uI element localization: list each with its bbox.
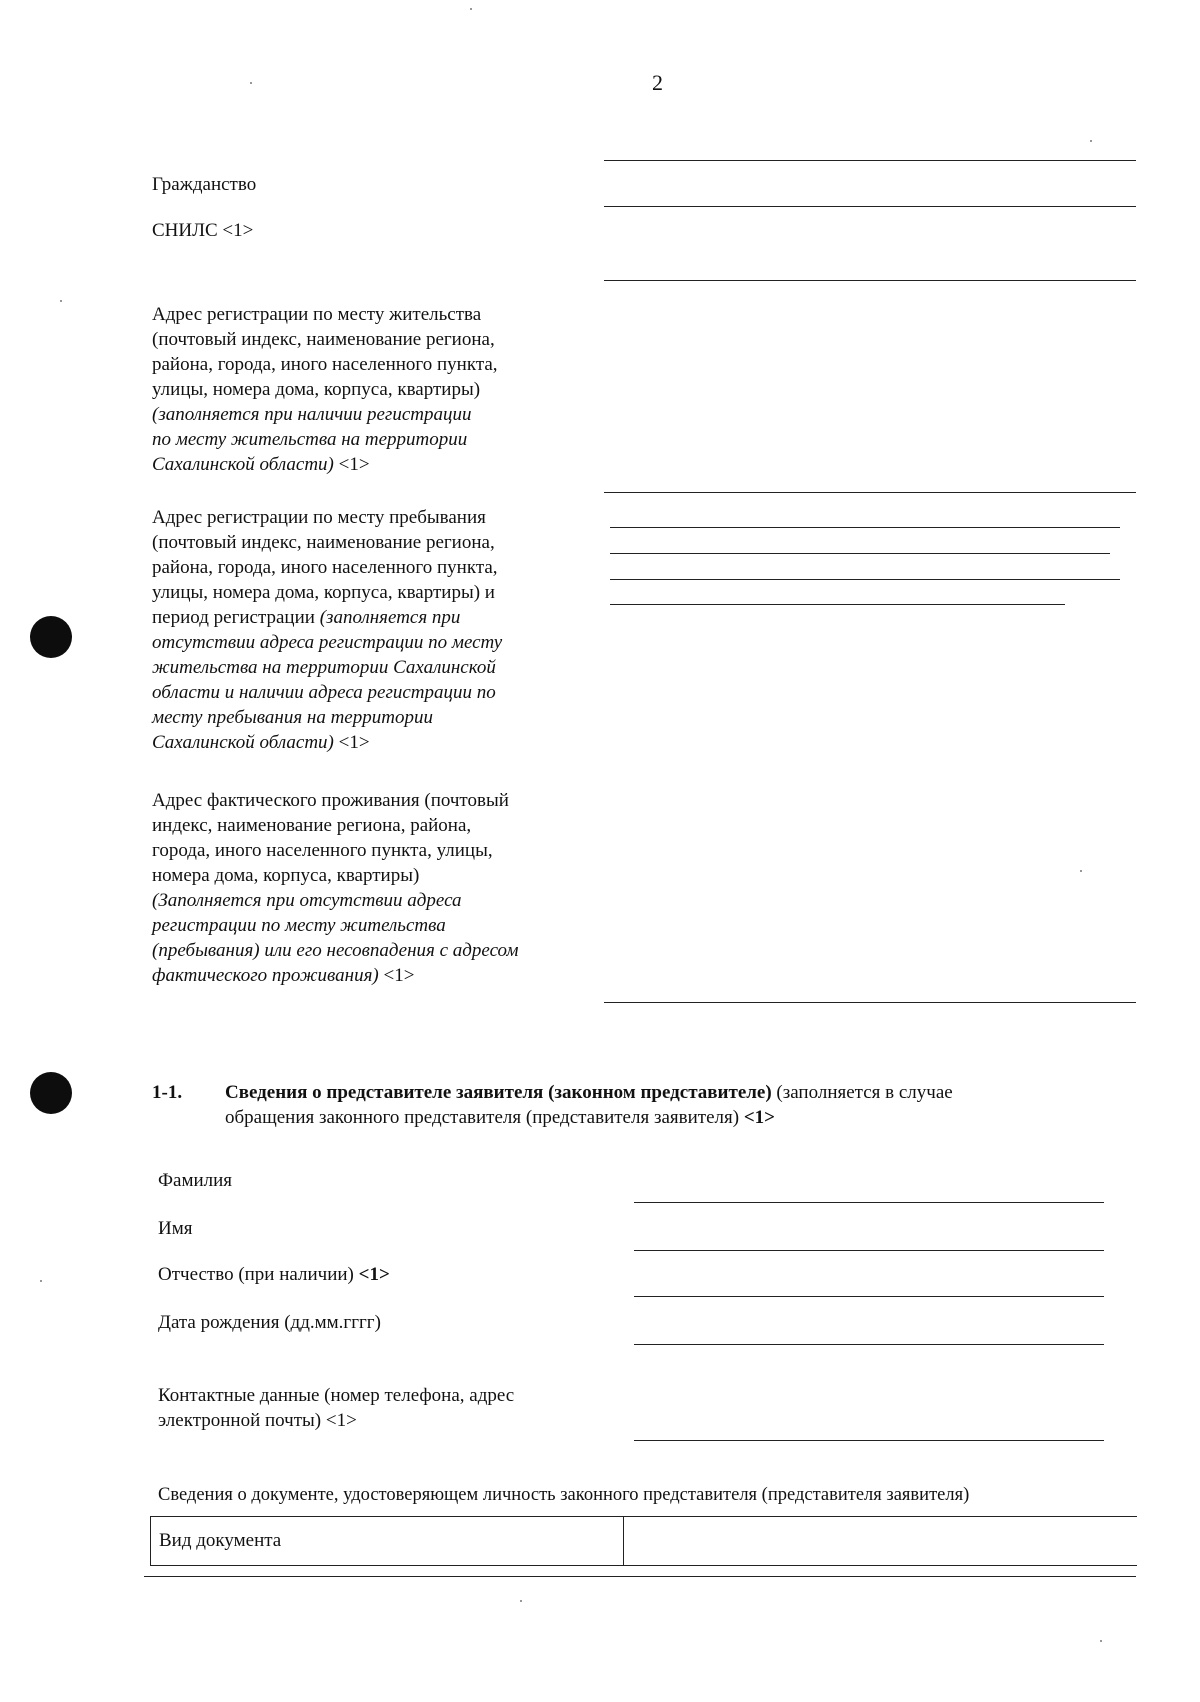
reg-stay-italic-1: отсутствии адреса регистрации по месту: [152, 632, 503, 653]
patronymic-label-bold: <1>: [358, 1264, 390, 1285]
actual-address-line: [604, 1002, 1136, 1003]
scan-speck: [1090, 140, 1092, 142]
reg-stay-label: [152, 505, 592, 755]
section-1-1-line2-normal: обращения законного представителя (представителя заявителя): [225, 1107, 744, 1128]
reg-stay-line-5-normal: период регистрации: [152, 607, 320, 628]
surname-label: Фамилия: [158, 1170, 233, 1191]
contacts-label: [158, 1383, 588, 1433]
reg-residence-label: [152, 302, 592, 477]
citizenship-label: Гражданство: [152, 174, 257, 195]
hole-punch-bottom: [30, 1072, 72, 1114]
reg-stay-line-1: Адрес регистрации по месту пребывания: [152, 507, 486, 528]
scan-speck: [40, 1280, 42, 1282]
actual-address-italic-2: регистрации по месту жительства: [152, 915, 446, 936]
reg-residence-italic-1: (заполняется при наличии регистрации: [152, 404, 472, 425]
scan-speck: [60, 300, 62, 302]
scan-speck: [520, 1600, 522, 1602]
reg-stay-line-4: улицы, номера дома, корпуса, квартиры) и: [152, 582, 495, 603]
contacts-line: [634, 1440, 1104, 1441]
reg-residence-last: [152, 452, 592, 477]
scan-speck: [1080, 870, 1082, 872]
reg-stay-italic-3: области и наличии адреса регистрации по: [152, 682, 496, 703]
snils-label: СНИЛС <1>: [152, 220, 254, 241]
reg-residence-line-3: района, города, иного населенного пункта,: [152, 354, 498, 375]
actual-address-line-4: номера дома, корпуса, квартиры): [152, 865, 420, 886]
reg-stay-line-5-italic: (заполняется при: [319, 607, 461, 628]
id-doc-type-value[interactable]: [635, 1528, 1125, 1553]
reg-stay-line-c: [610, 579, 1120, 580]
section-1-1-title-line-2: [225, 1105, 1155, 1130]
reg-residence-last-tail: <1>: [333, 454, 370, 475]
actual-address-last: [152, 963, 602, 988]
table-bottom-rule: [144, 1576, 1136, 1577]
actual-address-label: [152, 788, 602, 988]
reg-stay-line-d: [610, 604, 1065, 605]
reg-residence-line: [604, 492, 1136, 493]
surname-line: [634, 1202, 1104, 1203]
snils-line: [604, 280, 1136, 281]
actual-address-last-tail: <1>: [378, 965, 415, 986]
actual-address-line-2: индекс, наименование региона, района,: [152, 815, 472, 836]
id-doc-table: [150, 1516, 1137, 1566]
patronymic-label-normal: Отчество (при наличии): [158, 1264, 359, 1285]
patronymic-line: [634, 1296, 1104, 1297]
reg-residence-italic-2: по месту жительства на территории: [152, 429, 468, 450]
patronymic-label: [158, 1262, 390, 1287]
contacts-label-line-2: электронной почты) <1>: [158, 1410, 357, 1431]
section-1-1-title-line-1: [225, 1080, 1155, 1105]
name-line: [634, 1250, 1104, 1251]
section-1-1-title-bold: Сведения о представителе заявителя (законном представителе): [225, 1082, 772, 1103]
reg-stay-line-5: [152, 605, 592, 630]
actual-address-line-3: города, иного населенного пункта, улицы,: [152, 840, 493, 861]
scan-speck: [1100, 1640, 1102, 1642]
reg-stay-last-tail: <1>: [333, 732, 370, 753]
page-number: 2: [652, 70, 663, 95]
contacts-label-line-1: Контактные данные (номер телефона, адрес: [158, 1385, 515, 1406]
id-doc-heading: Сведения о документе, удостоверяющем личность законного представителя (представителя заявителя): [158, 1485, 970, 1505]
actual-address-italic-1: (Заполняется при отсутствии адреса: [152, 890, 462, 911]
reg-stay-line-a: [610, 527, 1120, 528]
id-doc-type-label: Вид документа: [159, 1530, 282, 1551]
section-1-1-line2-bold: <1>: [743, 1107, 775, 1128]
reg-stay-last: [152, 730, 592, 755]
reg-stay-last-italic: Сахалинской области): [152, 732, 334, 753]
reg-residence-last-italic: Сахалинской области): [152, 454, 334, 475]
answer-line-top: [604, 160, 1136, 161]
birth-date-line: [634, 1344, 1104, 1345]
scan-speck: [250, 82, 252, 84]
citizenship-line: [604, 206, 1136, 207]
actual-address-line-1: Адрес фактического проживания (почтовый: [152, 790, 509, 811]
reg-stay-line-2: (почтовый индекс, наименование региона,: [152, 532, 495, 553]
reg-residence-line-1: Адрес регистрации по месту жительства: [152, 304, 482, 325]
section-1-1-title: [225, 1080, 1155, 1130]
section-1-1-title-rest: (заполняется в случае: [771, 1082, 953, 1103]
reg-stay-italic-4: месту пребывания на территории: [152, 707, 433, 728]
id-doc-divider: [623, 1517, 624, 1565]
reg-residence-line-2: (почтовый индекс, наименование региона,: [152, 329, 495, 350]
reg-residence-line-4: улицы, номера дома, корпуса, квартиры): [152, 379, 481, 400]
reg-stay-line-b: [610, 553, 1110, 554]
reg-stay-italic-2: жительства на территории Сахалинской: [152, 657, 496, 678]
birth-date-label: Дата рождения (дд.мм.гггг): [158, 1312, 381, 1333]
actual-address-last-italic: фактического проживания): [152, 965, 379, 986]
hole-punch-top: [30, 616, 72, 658]
scan-speck: [470, 8, 472, 10]
actual-address-italic-3: (пребывания) или его несовпадения с адресом: [152, 940, 519, 961]
reg-stay-line-3: района, города, иного населенного пункта,: [152, 557, 498, 578]
section-1-1-number: 1-1.: [152, 1082, 183, 1103]
name-label: Имя: [158, 1218, 193, 1239]
